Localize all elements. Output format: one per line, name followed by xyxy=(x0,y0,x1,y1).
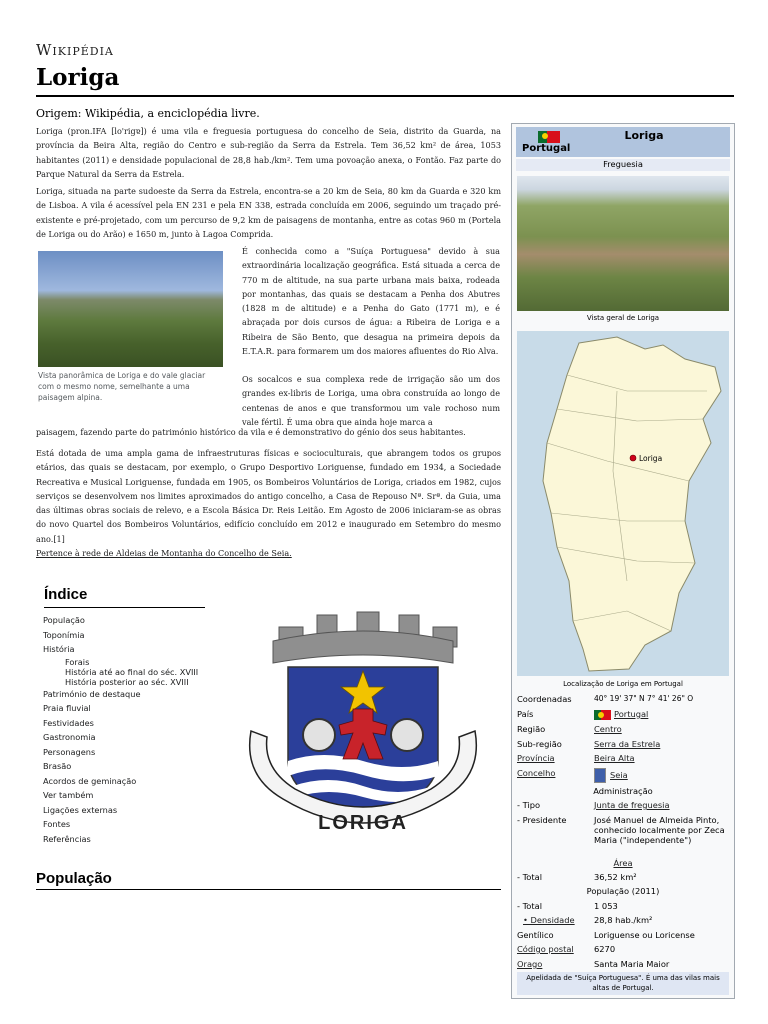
coat-of-arms-image[interactable] xyxy=(233,611,493,833)
row-provincia xyxy=(517,753,729,767)
row-pais xyxy=(517,709,729,723)
map-label: Loriga xyxy=(639,454,663,463)
toc-item[interactable]: Forais xyxy=(65,656,90,667)
provincia-link[interactable]: Beira Alta xyxy=(594,753,635,763)
panorama-image[interactable] xyxy=(38,251,223,367)
location-map[interactable] xyxy=(517,331,729,676)
panorama-figure xyxy=(38,251,223,403)
section-divider xyxy=(36,889,501,890)
pop-header: População (2011) xyxy=(586,886,660,896)
toc-item[interactable]: Ver também xyxy=(43,790,94,800)
panorama-caption: Vista panorâmica de Loriga e do vale glaciar com o mesmo nome, semelhante a uma paisagem alpina. xyxy=(38,371,206,402)
subregiao-link[interactable]: Serra da Estrela xyxy=(594,739,661,749)
cp-value: 6270 xyxy=(594,944,616,954)
terraces-paragraph: Os socalcos e sua complexa rede de irrigação são um dos grandes ex-libris de Loriga, uma obra construída ao longo de centenas de anos e que transformou um vale rochoso num vale fértil. É uma obra que ainda hoje marca a xyxy=(242,374,500,427)
coords-value[interactable]: 40° 19' 37" N 7° 41' 26" O xyxy=(594,694,694,703)
toc-item[interactable]: Referências xyxy=(43,833,91,844)
area-header[interactable]: Área xyxy=(613,858,633,868)
presidente-value: José Manuel de Almeida Pinto, conhecido localmente por Zeca Maria ("independente") xyxy=(594,815,725,845)
concelho-link[interactable]: Seia xyxy=(610,770,628,780)
toc-item[interactable]: Acordos de geminação xyxy=(43,775,137,786)
pais-label: País xyxy=(517,709,534,719)
row-pop-total xyxy=(517,901,729,915)
orago-label[interactable]: Orago xyxy=(517,959,543,969)
infobox-header xyxy=(516,127,730,157)
origin-line: Origem: Wikipédia, a enciclopédia livre. xyxy=(36,107,260,120)
portugal-flag-icon xyxy=(594,710,611,720)
coords-label: Coordenadas xyxy=(517,694,572,704)
row-orago xyxy=(517,959,729,973)
toc-item[interactable]: População xyxy=(43,615,85,625)
tipo-link[interactable]: Junta de freguesia xyxy=(594,800,670,810)
table-of-contents xyxy=(43,613,198,846)
section-heading-population: População xyxy=(36,870,112,887)
pais-link[interactable]: Portugal xyxy=(614,709,649,719)
toc-divider xyxy=(44,607,205,608)
wikipedia-logo[interactable]: Wikipédia xyxy=(36,41,114,59)
row-gentilico xyxy=(517,930,729,944)
row-area-total xyxy=(517,872,729,886)
admin-header: Administração xyxy=(593,786,653,796)
row-presidente xyxy=(517,815,729,859)
coat-of-arms-text: LORIGA xyxy=(318,812,408,833)
toc-item[interactable]: Fontes xyxy=(43,819,71,829)
regiao-label: Região xyxy=(517,724,546,734)
row-coordenadas xyxy=(517,694,729,708)
infobox-photo-caption: Vista geral de Loriga xyxy=(586,314,660,322)
area-total-value: 36,52 km² xyxy=(594,872,637,882)
intro-paragraph: Loriga (pron.IFA [lo'rigɐ]) é uma vila e freguesia portuguesa do concelho de Seia, distrito da Guarda, na província da Beira Alta, região do Centro e sub-região da Serra da Estrela. Tem 36,52 km² de área, 1053 habitantes (2011) e densidade populacional de 28,8 hab./km². Tem uma povoação anexa, o Fontão. Faz parte do Parque Natural da Serra da Estrela. xyxy=(36,126,501,179)
row-subregiao xyxy=(517,739,729,753)
row-concelho xyxy=(517,768,729,782)
terraces-paragraph-end: paisagem, fazendo parte do património histórico da vila e é demonstrativo do génio dos seus habitantes. xyxy=(36,427,466,437)
subregiao-label: Sub-região xyxy=(517,739,562,749)
loriga-marker-icon xyxy=(630,455,636,461)
swiss-paragraph: É conhecida como a "Suíça Portuguesa" devido à sua extraordinária localização geográfica. Está situada a cerca de 770 m de altitude, na sua parte urbana mais baixa, rodeada por montanhas, das quais se destacam a Penha dos Abutres (1828 m de altitude) e a Penha do Gato (1771 m), e é abraçada por dois cursos de água: a Ribeira de Loriga e a Ribeira de São Bento, que desagua na primeira depois da E.T.A.R. para formarem um dos maiores afluentes do Rio Alva. xyxy=(242,246,500,357)
toc-item[interactable]: Ligações externas xyxy=(43,804,118,815)
toc-item[interactable]: Património de destaque xyxy=(43,688,141,699)
toc-item[interactable]: História posterior ao séc. XVIII xyxy=(65,676,189,687)
infobox-type[interactable]: Freguesia xyxy=(516,159,730,171)
portugal-flag-icon[interactable] xyxy=(538,131,560,143)
area-total-label: - Total xyxy=(517,872,543,882)
infrastructure-paragraph: Está dotada de uma ampla gama de infraestruturas físicas e socioculturais, que abrangem todos os grupos etários, das quais se destacam, por exemplo, o Grupo Desportivo Loriguense, fundado em 1934, a Sociedade Recreativa e Musical Loriguense, fundada em 1905, os Bombeiros Voluntários de Loriga, criados em 1982, cujos serviços se desenvolvem nos limites aproximados do antigo concelho, a Casa de Repouso Nª. Srª. da Guia, uma das últimas obras sociais de relevo, e a Escola Básica Dr. Reis Leitão. Em Agosto de 2006 iniciaram-se as obras do novo Quartel dos Bombeiros Voluntários, edifício concluído em 2012 e inaugurado em Setembro do mesmo ano.[1] xyxy=(36,448,501,544)
pop-total-value: 1 053 xyxy=(594,901,618,911)
row-codigo-postal xyxy=(517,944,729,958)
network-paragraph xyxy=(36,546,501,560)
pop-total-label: - Total xyxy=(517,901,543,911)
page-title: Loriga xyxy=(36,64,120,91)
infobox-country[interactable]: Portugal xyxy=(522,143,571,154)
presidente-label: - Presidente xyxy=(517,815,567,825)
toc-heading: Índice xyxy=(44,586,88,603)
toc-item[interactable]: História xyxy=(43,644,75,654)
aldeias-link[interactable]: Pertence à rede de Aldeias de Montanha do Concelho de Seia. xyxy=(36,548,292,558)
title-divider xyxy=(36,95,734,97)
toc-item[interactable]: História até ao final do séc. XVIII xyxy=(65,666,199,677)
provincia-label[interactable]: Província xyxy=(517,753,555,763)
infobox-photo[interactable] xyxy=(517,176,729,311)
infobox-title: Loriga xyxy=(624,129,664,142)
regiao-link[interactable]: Centro xyxy=(594,724,622,734)
orago-value: Santa Maria Maior xyxy=(594,959,670,969)
toc-item[interactable]: Toponímia xyxy=(43,629,85,640)
infobox-footer: Apelidada de "Suíça Portuguesa". É uma das vilas mais altas de Portugal. xyxy=(517,972,729,995)
toc-item[interactable]: Gastronomia xyxy=(43,732,96,742)
row-regiao xyxy=(517,724,729,738)
infobox xyxy=(511,123,735,999)
seia-coat-icon xyxy=(594,768,606,783)
toc-item[interactable]: Festividades xyxy=(43,717,94,728)
toc-item[interactable]: Praia fluvial xyxy=(43,703,91,713)
densidade-value: 28,8 hab./km² xyxy=(594,915,653,925)
toc-item[interactable]: Personagens xyxy=(43,746,96,757)
gentilico-value: Loriguense ou Loricense xyxy=(594,930,695,940)
row-tipo xyxy=(517,800,729,814)
concelho-label[interactable]: Concelho xyxy=(517,768,556,778)
row-densidade xyxy=(517,915,729,929)
toc-item[interactable]: Brasão xyxy=(43,761,72,771)
gentilico-label: Gentílico xyxy=(517,930,554,940)
location-paragraph: Loriga, situada na parte sudoeste da Serra da Estrela, encontra-se a 20 km de Seia, 80 km da Guarda e 320 km de Lisboa. A vila é acessível pela EN 231 e pela EN 338, estrada concluída em 2006, seguindo um traçado pré-existente e pré-projetado, com um percurso de 9,2 km de paisagens de montanha, entre as cotas 960 m (Portela de Loriga ou do Arão) e 1650 m, junto à Lagoa Comprida. xyxy=(36,186,501,239)
map-caption: Localização de Loriga em Portugal xyxy=(563,680,683,688)
tipo-label: - Tipo xyxy=(517,800,541,810)
cp-label[interactable]: Código postal xyxy=(517,944,574,954)
densidade-label[interactable]: • Densidade xyxy=(523,915,575,925)
